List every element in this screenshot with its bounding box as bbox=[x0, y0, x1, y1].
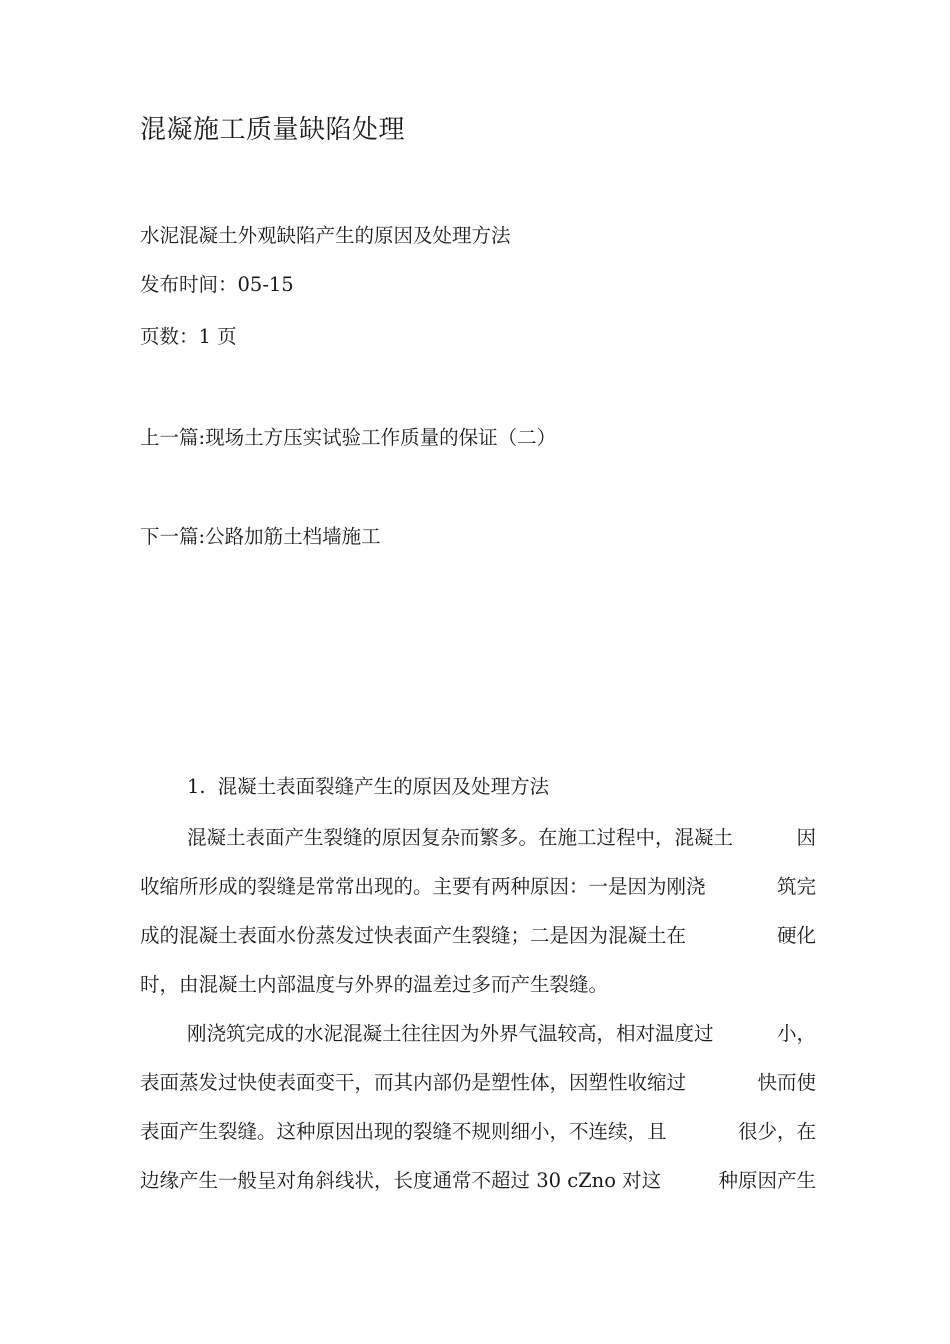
document-title: 混凝施工质量缺陷处理 bbox=[140, 115, 406, 145]
line-text-end: 种原因产生 bbox=[718, 1169, 816, 1192]
line-text: 边缘产生一般呈对角斜线状，长度通常不超过 30 cZno 对这 bbox=[140, 1169, 662, 1192]
line-text-end: 很少，在 bbox=[737, 1120, 816, 1143]
section-number: 1. bbox=[187, 775, 206, 798]
section-heading-text: 混凝土表面裂缝产生的原因及处理方法 bbox=[217, 775, 550, 798]
line-text: 成的混凝土表面水份蒸发过快表面产生裂缝；二是因为混凝土在 bbox=[140, 924, 687, 947]
page-count: 页数：1 页 bbox=[140, 325, 237, 348]
paragraph-line bbox=[140, 871, 816, 920]
line-text-end: 因 bbox=[796, 826, 816, 849]
paragraph-line bbox=[140, 1018, 816, 1067]
section-heading bbox=[187, 771, 549, 799]
line-text-end: 筑完 bbox=[776, 875, 816, 898]
next-article-link[interactable]: 下一篇:公路加筋土档墙施工 bbox=[140, 525, 381, 548]
paragraph-line bbox=[140, 1067, 816, 1116]
line-text: 收缩所形成的裂缝是常常出现的。主要有两种原因：一是因为刚浇 bbox=[140, 875, 706, 898]
paragraph-line bbox=[140, 969, 816, 1018]
prev-article-link[interactable]: 上一篇:现场土方压实试验工作质量的保证（二） bbox=[140, 426, 557, 449]
publish-time: 发布时间：05-15 bbox=[140, 273, 294, 296]
line-text: 时，由混凝土内部温度与外界的温差过多而产生裂缝。 bbox=[140, 973, 609, 996]
line-text: 表面产生裂缝。这种原因出现的裂缝不规则细小，不连续，且 bbox=[140, 1120, 667, 1143]
line-text-end: 快而使 bbox=[757, 1071, 816, 1094]
line-text: 表面蒸发过快使表面变干，而其内部仍是塑性体，因塑性收缩过 bbox=[140, 1071, 687, 1094]
paragraph-line bbox=[140, 920, 816, 969]
paragraph-1 bbox=[140, 822, 816, 1018]
line-text-end: 小， bbox=[776, 1022, 816, 1045]
paragraph-line bbox=[140, 1165, 816, 1214]
line-text: 混凝土表面产生裂缝的原因复杂而繁多。在施工过程中，混凝土 bbox=[187, 826, 734, 849]
paragraph-line bbox=[140, 1116, 816, 1165]
paragraph-2 bbox=[140, 1018, 816, 1214]
line-text-end: 硬化 bbox=[776, 924, 816, 947]
article-subtitle: 水泥混凝土外观缺陷产生的原因及处理方法 bbox=[140, 224, 511, 247]
line-text: 刚浇筑完成的水泥混凝土往往因为外界气温较高，相对温度过 bbox=[187, 1022, 714, 1045]
paragraph-line bbox=[140, 822, 816, 871]
